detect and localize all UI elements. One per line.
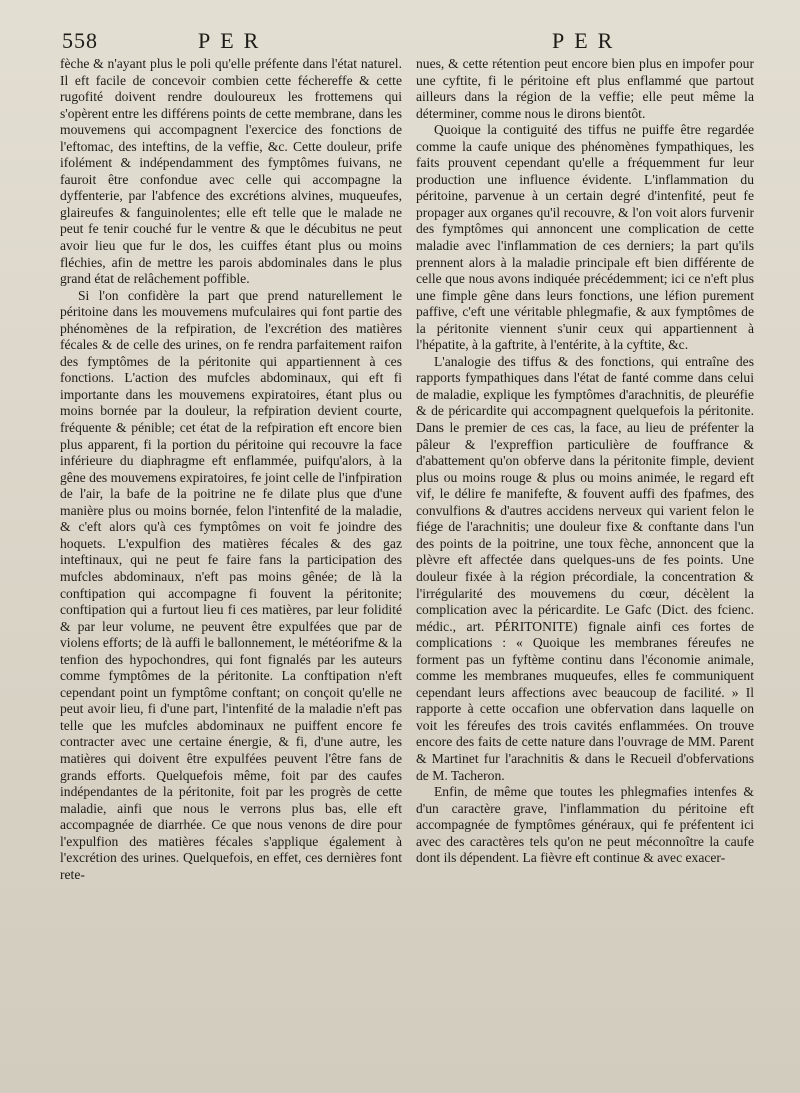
page-number: 558 [62,28,98,53]
paragraph: Si l'on confidère la part que prend naturellement le péritoine dans les mouvemens mufculaires qui font partie des phénomènes de la refpiration, de l'excrétion des matières fécales & de celle des urines, on fe rendra parfaitement raifon des fymptômes de la péritonite qui appartiennent à ces fonctions. L'action des mufcles abdominaux, qui eft fi importante dans les mouvemens expiratoires, étant plus ou moins bornée par la douleur, la refpiration devient courte, fréquente & pénible; cet état de la refpiration eft encore bien plus apparent, fi la portion du péritoine qui recouvre la face inférieure du diaphragme eft enflammée, puifqu'alors, à la gêne des mouvemens expiratoires, fe joint celle de l'infpiration de l'air, la bafe de la poitrine ne fe dilate plus que d'une manière plus ou moins bornée, felon l'intenfité de la maladie, & c'eft alors qu'à ces fymptômes on voit fe joindre des hoquets. L'expulfion des matières fécales & des gaz inteftinaux, qui ne peut fe faire fans la participation des mufcles abdominaux, n'eft pas moins gênée; de là la conftipation qui accompagne fi fouvent la péritonite; conftipation qui a furtout lieu fi ces matières, par leur folidité & par leur volume, ne peuvent être expulfées que par de violens efforts; de là auffi le ballonnement, le météorifme & la tenfion des hypochondres, qui font fignalés par les auteurs comme fymptômes de la péritonite. La conftipation n'eft cependant point un fymptôme conftant; on conçoit qu'elle ne peut avoir lieu, fi d'une part, l'intenfité de la maladie n'eft pas telle que les mufcles abdominaux ne puiffent encore fe contracter avec une certaine énergie, & fi, d'une autre, les matières qui doivent être expulfées peuvent l'être fans de grands efforts. Quelquefois même, foit par des caufes indépendantes de la péritonite, foit par les progrès de cette maladie, ainfi que nous le verrons plus bas, elle eft accompagnée de diarrhée. Ce que nous venons de dire pour l'expulfion des matières fécales s'applique également à l'excrétion des urines. Quelquefois, en effet, ces dernières font rete- [60,287,402,882]
paragraph: Enfin, de même que toutes les phlegmafies intenfes & d'un caractère grave, l'inflammation du péritoine eft accompagnée de fymptômes généraux, qui fe préfentent ici avec des caractères tels qu'on ne peut méconnoître la caufe dont ils dépendent. La fièvre eft continue & avec exacer- [416,784,754,866]
running-head-left: PER [198,28,269,53]
paragraph: fèche & n'ayant plus le poli qu'elle préfente dans l'état naturel. Il eft facile de concevoir combien cette féchereffe & cette rugofité doivent rendre douloureux les frottemens qui s'opèrent entre les différens points de cette membrane, dans les mouvemens qui accompagnent l'exercice des fonctions de l'eftomac, des inteftins, de la veffie, &c. Cette douleur, prife ifolément & indépendamment des fymptômes fuivans, ne fauroit être confondue avec celle qui accompagne la dyffenterie, par l'abfence des excrétions alvines, muqueufes, glaireufes & fanguinolentes; elle eft telle que le malade ne peut fe tenir couché fur le ventre & que le décubitus ne peut avoir lieu que fur le dos, les cuiffes étant plus ou moins fléchies, afin de mettre les parois abdominales dans le plus grand état de relâchement poffible. [60,56,402,287]
paragraph: Quoique la contiguité des tiffus ne puiffe être regardée comme la caufe unique des phénomènes fympathiques, les faits prouvent cependant qu'elle a fréquemment fur leur production une influence évidente. L'inflammation du péritoine, parvenue à un certain degré d'intenfité, peut fe propager aux organes qu'il recouvre, & l'on voit alors furvenir des fymptômes qui annoncent une complication de cette maladie avec l'inflammation de ces derniers; la part qu'ils prennent alors à la maladie principale eft bien différente de celle que nous avons indiquée précédemment; ici ce n'eft plus une fimple gêne dans leurs fonctions, une léfion purement paffive, c'eft une véritable phlegmafie, & aux fymptômes de la péritonite viennent s'unir ceux qui appartiennent à l'hépatite, à la gaftrite, à l'entérite, à la cyftite, &c. [416,122,754,353]
running-head [0,28,800,56]
paragraph: nues, & cette rétention peut encore bien plus en impofer pour une cyftite, fi le péritoine eft plus enflammé que partout ailleurs dans la région de la veffie; elle peut même la déterminer, comme nous le dirons bientôt. [416,56,754,121]
paragraph: L'analogie des tiffus & des fonctions, qui entraîne des rapports fympathiques dans l'état de fanté comme dans celui de maladie, explique les fymptômes d'arachnitis, de pleuréfie & de péricardite qui accompagnent quelquefois la péritonite. Dans le premier de ces cas, la face, au lieu de préfenter la pâleur & l'expreffion particulière de fouffrance & d'abattement qu'on obferve dans la péritonite fimple, devient plus ou moins rouge & plus ou moins animée, le regard eft vif, le délire fe manifefte, & fouvent auffi des fpafmes, des convulfions & d'autres accidens nerveux qui varient felon le fiége de l'arachnitis; une douleur fixe & conftante dans l'un des points de la poitrine, une toux fèche, annoncent que la plèvre eft affectée dans quelques-uns de fes points. Une douleur fixée à la région précordiale, la concentration & l'irrégularité des mouvemens du cœur, décèlent la complication avec la péricardite. Le Gafc (Dict. des fcienc. médic., art. PÉRITONITE) fignale ainfi ces fortes de complications : « Quoique les membranes féreufes ne forment pas un fyftème continu dans l'économie animale, comme les membranes muqueufes, elles fe communiquent cependant leurs affections avec beaucoup de facilité. » Il rapporte à cette occafion une obfervation dans laquelle on voit les féreufes des trois cavités enflammées. On trouve encore des faits de cette nature dans l'ouvrage de MM. Parent & Martinet fur l'arachnitis & dans le Recueil d'obfervations de M. Tacheron. [416,353,754,783]
right-text-column [416,56,754,867]
left-text-column [60,56,402,883]
running-head-right: PER [552,28,623,53]
